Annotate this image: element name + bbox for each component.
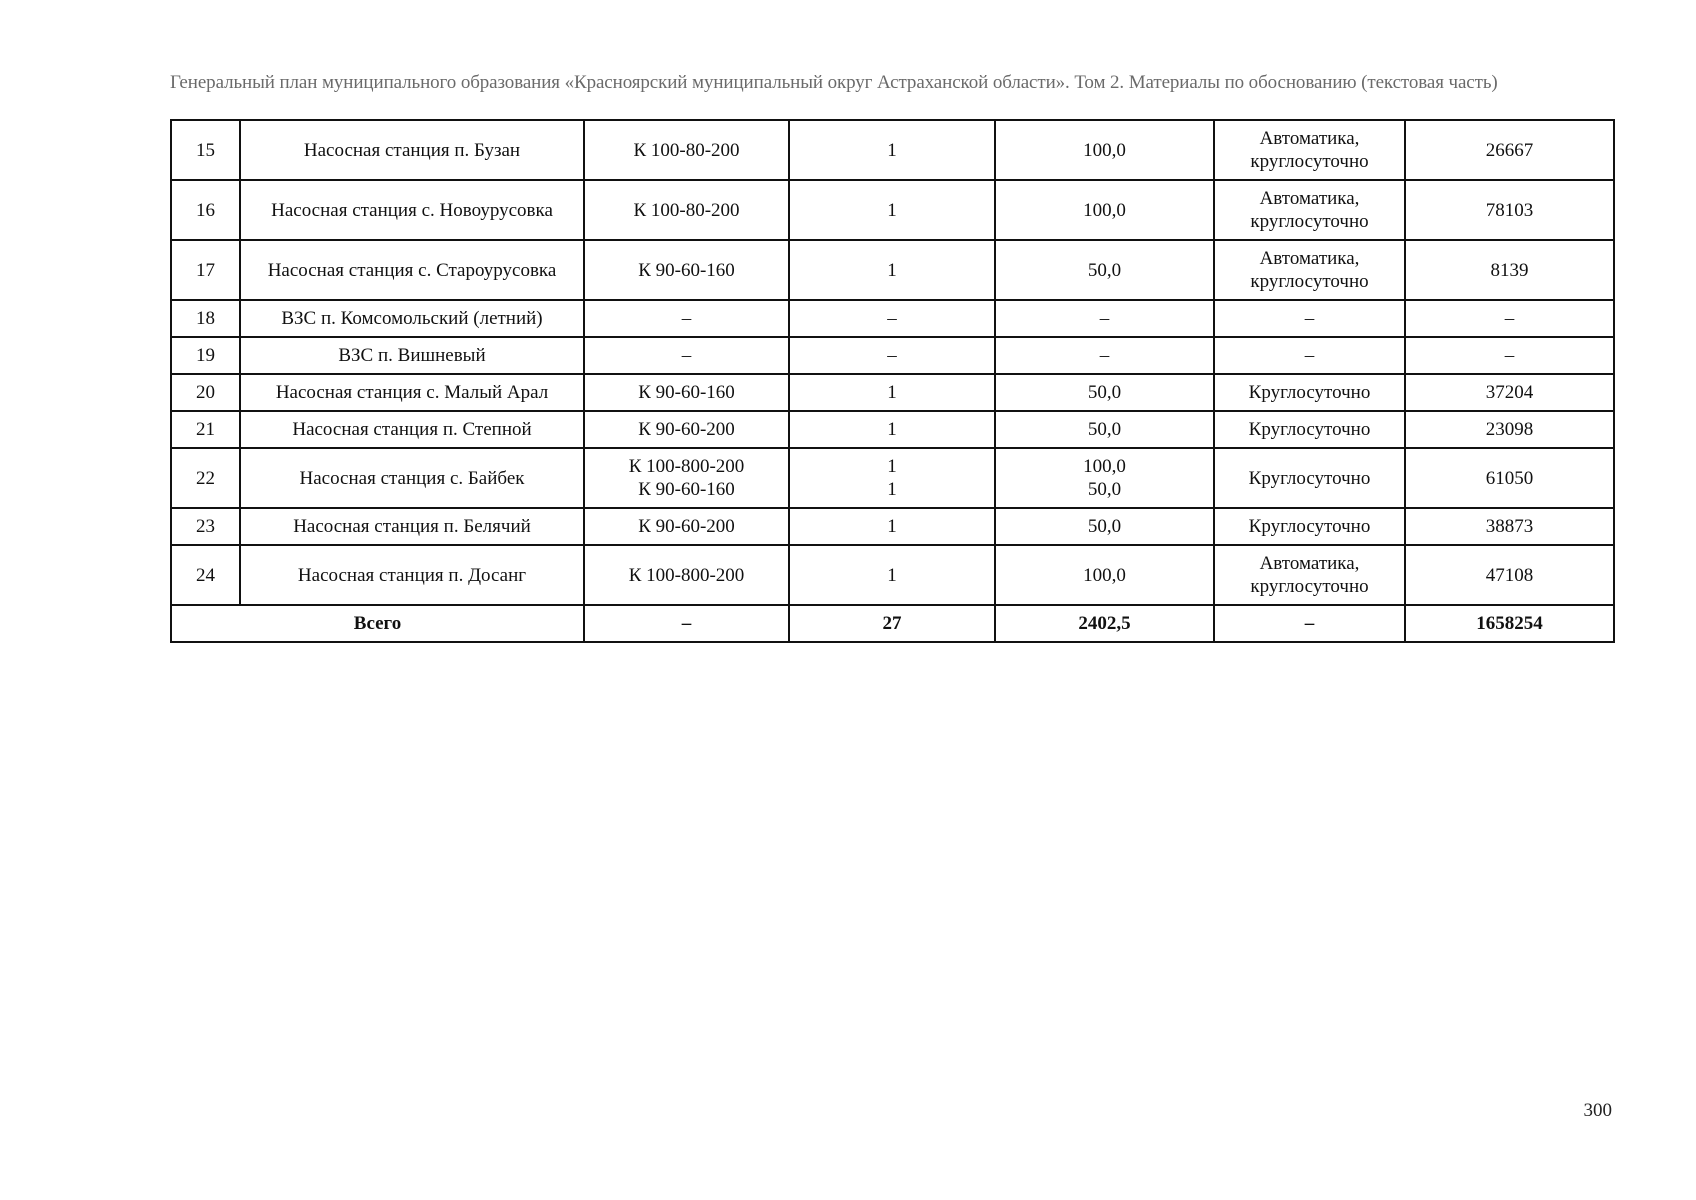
operation-mode-cell-line: круглосуточно xyxy=(1250,211,1369,232)
volume-cell: 38873 xyxy=(1405,508,1614,545)
operation-mode-cell xyxy=(1214,545,1405,605)
flow-rate-cell xyxy=(995,337,1214,374)
page-number: 300 xyxy=(1583,1100,1612,1121)
flow-rate-cell xyxy=(995,411,1214,448)
total-count-cell: 27 xyxy=(789,605,995,642)
operation-mode-cell xyxy=(1214,448,1405,508)
row-number-cell: 22 xyxy=(171,448,240,508)
pump-count-cell-line: 1 xyxy=(887,419,897,440)
pump-count-cell-line: 1 xyxy=(887,564,897,586)
flow-rate-cell xyxy=(995,300,1214,337)
pump-count-cell-line: 1 xyxy=(887,456,897,477)
flow-rate-cell-line: 50,0 xyxy=(1087,259,1122,281)
pump-count-cell-line: 1 xyxy=(887,382,897,403)
flow-rate-cell xyxy=(995,180,1214,240)
pump-model-cell xyxy=(584,180,789,240)
row-number-cell: 19 xyxy=(171,337,240,374)
table-row xyxy=(171,300,1614,337)
pump-model-cell xyxy=(584,120,789,180)
volume-cell: – xyxy=(1405,337,1614,374)
pump-count-cell-line: 1 xyxy=(887,259,897,281)
table-row xyxy=(171,180,1614,240)
station-name-cell: Насосная станция с. Малый Арал xyxy=(240,374,584,411)
flow-rate-cell xyxy=(995,374,1214,411)
row-number-cell: 21 xyxy=(171,411,240,448)
table-row xyxy=(171,545,1614,605)
operation-mode-cell xyxy=(1214,337,1405,374)
flow-rate-cell xyxy=(995,508,1214,545)
station-name-cell: ВЗС п. Вишневый xyxy=(240,337,584,374)
flow-rate-cell-line: 50,0 xyxy=(1087,419,1122,440)
pump-count-cell xyxy=(789,240,995,300)
volume-cell: 23098 xyxy=(1405,411,1614,448)
pump-model-cell xyxy=(584,300,789,337)
pump-count-cell-line: 1 xyxy=(887,516,897,537)
pump-count-cell xyxy=(789,120,995,180)
operation-mode-cell-line: Автоматика, xyxy=(1259,248,1360,269)
flow-rate-cell-line: 100,0 xyxy=(1083,564,1126,586)
operation-mode-cell xyxy=(1214,180,1405,240)
operation-mode-cell xyxy=(1214,374,1405,411)
flow-rate-cell-line: – xyxy=(1099,308,1110,329)
table-row xyxy=(171,337,1614,374)
pump-model-cell-line: К 90-60-160 xyxy=(638,259,735,281)
table-row xyxy=(171,120,1614,180)
pump-model-cell-line: К 100-80-200 xyxy=(633,139,740,161)
table-row xyxy=(171,374,1614,411)
row-number-cell: 17 xyxy=(171,240,240,300)
pump-count-cell-line: 1 xyxy=(887,199,897,221)
pump-count-cell-line: 1 xyxy=(887,139,897,161)
station-name-cell: Насосная станция с. Староурусовка xyxy=(240,240,584,300)
pump-model-cell xyxy=(584,508,789,545)
pump-count-cell xyxy=(789,545,995,605)
volume-cell: 47108 xyxy=(1405,545,1614,605)
volume-cell: – xyxy=(1405,300,1614,337)
volume-cell: 26667 xyxy=(1405,120,1614,180)
row-number-cell: 20 xyxy=(171,374,240,411)
pump-model-cell xyxy=(584,411,789,448)
operation-mode-cell-line: Автоматика, xyxy=(1259,553,1360,574)
pump-count-cell xyxy=(789,508,995,545)
row-number-cell: 24 xyxy=(171,545,240,605)
flow-rate-cell-line: 50,0 xyxy=(1087,516,1122,537)
station-name-cell: ВЗС п. Комсомольский (летний) xyxy=(240,300,584,337)
pump-model-cell xyxy=(584,337,789,374)
volume-cell: 37204 xyxy=(1405,374,1614,411)
pump-model-cell-line: К 100-80-200 xyxy=(633,199,740,221)
operation-mode-cell xyxy=(1214,411,1405,448)
flow-rate-cell xyxy=(995,120,1214,180)
pump-model-cell xyxy=(584,240,789,300)
operation-mode-cell-line: Круглосуточно xyxy=(1248,382,1371,403)
flow-rate-cell-line: 100,0 xyxy=(1083,139,1126,161)
volume-cell: 78103 xyxy=(1405,180,1614,240)
page-header: Генеральный план муниципального образования «Красноярский муниципальный округ Астраханской области». Том 2. Материалы по обоснованию (текстовая часть) xyxy=(170,72,1498,93)
data-table xyxy=(170,119,1615,643)
operation-mode-cell-line: Круглосуточно xyxy=(1248,467,1371,489)
pump-model-cell xyxy=(584,545,789,605)
table-body xyxy=(171,120,1614,642)
row-number-cell: 15 xyxy=(171,120,240,180)
flow-rate-cell-line: 50,0 xyxy=(1087,382,1122,403)
operation-mode-cell-line: Автоматика, xyxy=(1259,128,1360,149)
station-name-cell: Насосная станция п. Досанг xyxy=(240,545,584,605)
pump-model-cell-line: К 100-800-200 xyxy=(628,564,745,586)
total-label-cell: Всего xyxy=(171,605,584,642)
station-name-cell: Насосная станция с. Новоурусовка xyxy=(240,180,584,240)
flow-rate-cell-line: 100,0 xyxy=(1083,199,1126,221)
flow-rate-cell-line: 100,0 xyxy=(1083,456,1126,477)
pump-count-cell xyxy=(789,300,995,337)
pump-model-cell-line: К 90-60-160 xyxy=(638,479,735,500)
total-mode-cell: – xyxy=(1214,605,1405,642)
flow-rate-cell-line: 50,0 xyxy=(1087,479,1122,500)
station-name-cell: Насосная станция п. Степной xyxy=(240,411,584,448)
pump-count-cell-line: – xyxy=(887,308,897,329)
operation-mode-cell-line: Круглосуточно xyxy=(1248,516,1371,537)
operation-mode-cell xyxy=(1214,120,1405,180)
table-row xyxy=(171,240,1614,300)
volume-cell: 8139 xyxy=(1405,240,1614,300)
station-name-cell: Насосная станция п. Бузан xyxy=(240,120,584,180)
pump-count-cell xyxy=(789,374,995,411)
table-row xyxy=(171,508,1614,545)
station-name-cell: Насосная станция п. Белячий xyxy=(240,508,584,545)
row-number-cell: 23 xyxy=(171,508,240,545)
flow-rate-cell xyxy=(995,545,1214,605)
operation-mode-cell-line: Круглосуточно xyxy=(1248,419,1371,440)
total-row xyxy=(171,605,1614,642)
station-name-cell: Насосная станция с. Байбек xyxy=(240,448,584,508)
flow-rate-cell-line: – xyxy=(1099,345,1110,366)
operation-mode-cell-line: круглосуточно xyxy=(1250,576,1369,597)
pump-model-cell-line: К 90-60-200 xyxy=(638,419,735,440)
table-row xyxy=(171,411,1614,448)
pump-model-cell-line: К 100-800-200 xyxy=(628,456,745,477)
flow-rate-cell xyxy=(995,240,1214,300)
operation-mode-cell-line: – xyxy=(1304,308,1315,329)
row-number-cell: 18 xyxy=(171,300,240,337)
total-volume-cell: 1658254 xyxy=(1405,605,1614,642)
operation-mode-cell xyxy=(1214,300,1405,337)
pump-model-cell xyxy=(584,374,789,411)
pump-count-cell xyxy=(789,337,995,374)
pump-model-cell-line: – xyxy=(681,345,692,366)
flow-rate-cell xyxy=(995,448,1214,508)
operation-mode-cell-line: круглосуточно xyxy=(1250,271,1369,292)
pump-model-cell-line: – xyxy=(681,308,692,329)
volume-cell: 61050 xyxy=(1405,448,1614,508)
pump-model-cell-line: К 90-60-160 xyxy=(638,382,735,403)
operation-mode-cell xyxy=(1214,240,1405,300)
operation-mode-cell xyxy=(1214,508,1405,545)
pump-count-cell-line: – xyxy=(887,345,897,366)
pump-model-cell xyxy=(584,448,789,508)
total-flow-cell: 2402,5 xyxy=(995,605,1214,642)
pump-count-cell xyxy=(789,448,995,508)
row-number-cell: 16 xyxy=(171,180,240,240)
pump-count-cell xyxy=(789,180,995,240)
total-pump-cell: – xyxy=(584,605,789,642)
pump-count-cell xyxy=(789,411,995,448)
operation-mode-cell-line: – xyxy=(1304,345,1315,366)
pump-count-cell-line: 1 xyxy=(887,479,897,500)
pump-model-cell-line: К 90-60-200 xyxy=(638,516,735,537)
operation-mode-cell-line: круглосуточно xyxy=(1250,151,1369,172)
table-row xyxy=(171,448,1614,508)
operation-mode-cell-line: Автоматика, xyxy=(1259,188,1360,209)
